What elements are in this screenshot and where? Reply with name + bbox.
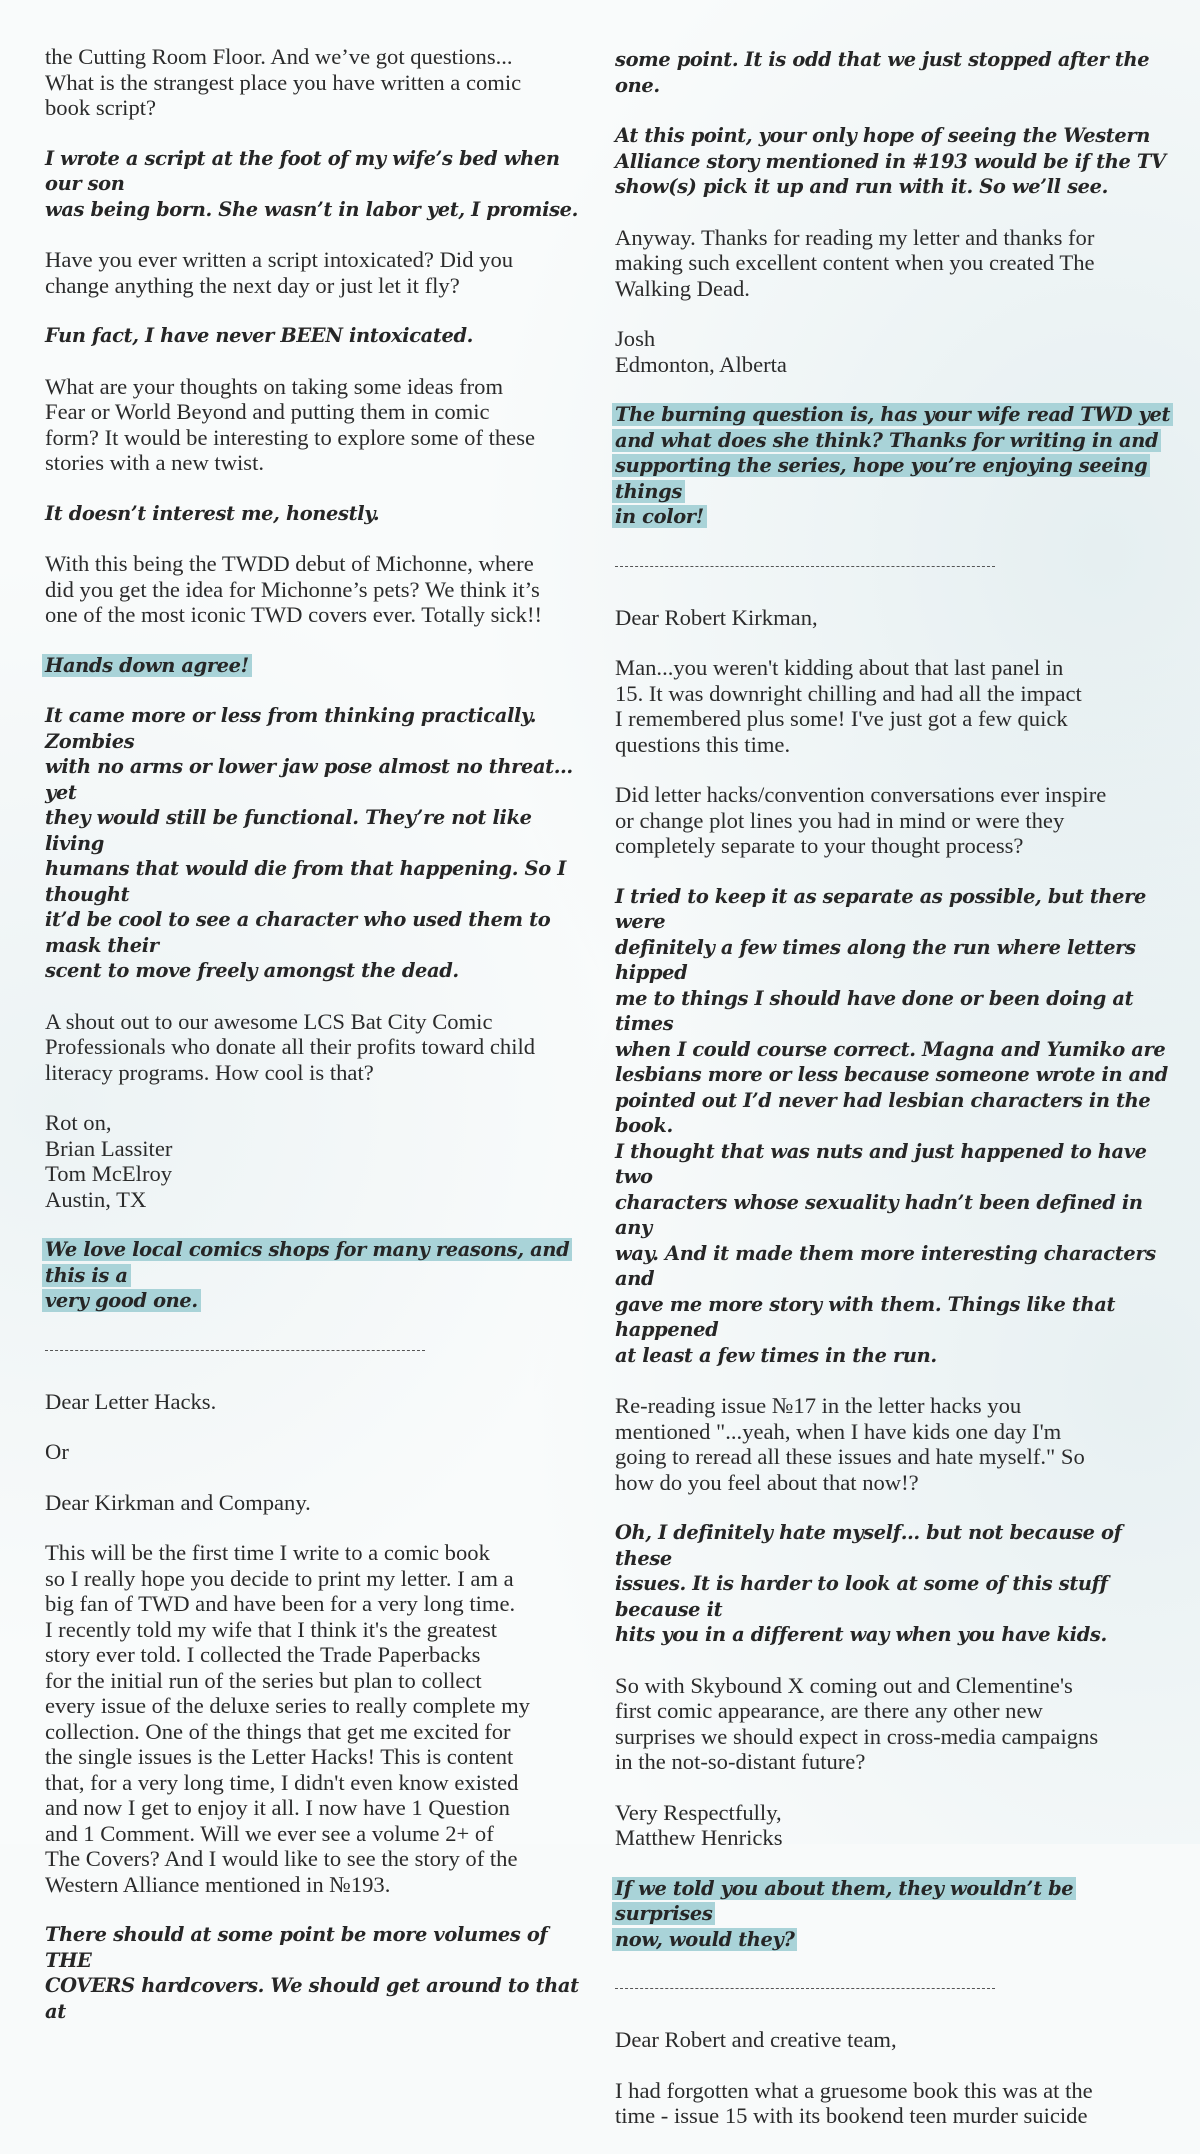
highlighted-reply: If we told you about them, they wouldn’t be surprises now, would they? <box>612 1877 1076 1951</box>
highlighted-reply: We love local comics shops for many reasons, and this is a very good one. <box>42 1238 572 1312</box>
letter-text: I had forgotten what a gruesome book this was at the time - issue 15 with its bookend teen murder suicide <box>615 2077 1093 2128</box>
letter-text: This will be the first time I write to a comic book so I really hope you decide to print my letter. I am a big fan of TWD and have been for a very long time. I recently told my wife that I think it's the greatest story ever told. I collected the Trade Paperbacks for the initial run of the series but plan to collect every issue of the deluxe series to really complete my collection. One of the things that get me excited for the single issues is the Letter Hacks! This is content that, for a very long time, I didn't even know existed and now I get to enjoy it all. I now have 1 Question and 1 Comment. Will we ever see a volume 2+ of The Covers? And I would like to see the story of the Western Alliance mentioned in №193. <box>45 1540 530 1897</box>
editor-reply-highlighted <box>615 1876 1175 1953</box>
letter-text: Man...you weren't kidding about that last panel in 15. It was downright chilling and had all the impact I remembered plus some! I've just got a few quick questions this time. <box>615 655 1082 757</box>
letter-salutation: Dear Letter Hacks. <box>45 1388 217 1414</box>
editor-reply-highlighted <box>45 653 593 679</box>
letter-signature: Josh Edmonton, Alberta <box>615 326 787 377</box>
editor-reply: some point. It is odd that we just stopped after the one. <box>615 48 1150 97</box>
highlighted-reply: Hands down agree! <box>42 654 252 677</box>
editor-reply: It came more or less from thinking practically. Zombies with no arms or lower jaw pose almost no threat… yet they would still be functional. They’re not like living humans that would die from that happening. So I thought it’d be cool to see a character who used them to mask their scent to move freely amongst the dead. <box>45 704 573 982</box>
highlighted-reply: The burning question is, has your wife read TWD yet and what does she think? Thanks for writing in and supporting the series, hope you’re enjoying seeing things in color! <box>612 403 1173 528</box>
editor-reply: There should at some point be more volumes of THE COVERS hardcovers. We should get around to that at <box>45 1923 579 2023</box>
editor-reply-highlighted <box>615 402 1175 530</box>
letter-text: Did letter hacks/convention conversations ever inspire or change plot lines you had in mind or were they completely separate to your thought process? <box>615 782 1107 858</box>
letter-text: Or <box>45 1439 69 1464</box>
letter-signature: Rot on, Brian Lassiter Tom McElroy Austin, TX <box>45 1110 173 1212</box>
letter-text: With this being the TWDD debut of Michonne, where did you get the idea for Michonne’s pets? We think it’s one of the most iconic TWD covers ever. Totally sick!! <box>45 551 543 627</box>
letter-text: Re-reading issue №17 in the letter hacks you mentioned "...yeah, when I have kids one day I'm going to reread all these issues and hate myself." So how do you feel about that now!? <box>615 1393 1085 1495</box>
letter-text: What are your thoughts on taking some ideas from Fear or World Beyond and putting them in comic form? It would be interesting to explore some of these stories with a new twist. <box>45 373 536 475</box>
letter-salutation: Dear Robert Kirkman, <box>615 604 818 630</box>
editor-reply: It doesn’t interest me, honestly. <box>45 501 380 525</box>
editor-reply-highlighted <box>45 1237 593 1314</box>
editor-reply: Fun fact, I have never BEEN intoxicated. <box>45 324 474 347</box>
letter-text: A shout out to our awesome LCS Bat City Comic Professionals who donate all their profits toward child literacy programs. How cool is that? <box>45 1008 536 1085</box>
letter-salutation: Dear Robert and creative team, <box>615 2027 897 2052</box>
letter-divider <box>615 1977 1175 2002</box>
editor-reply: At this point, your only hope of seeing the Western Alliance story mentioned in #193 would be if the TV show(s) pick it up and run with it. So we’ll see. <box>615 124 1166 198</box>
editor-reply: I tried to keep it as separate as possible, but there were definitely a few times along the run where letters hipped me to things I should have done or been doing at times when I could course correct. Magna and Yumiko are lesbians more or less because someone wrote in and pointed out I’d never had lesbian characters in the book. I thought that was nuts and just happened to have two characters whose sexuality hadn’t been defined in any way. And it made them more interesting characters and gave me more story with them. Things like that happened at least a few times in the run. <box>615 884 1168 1367</box>
letter-text: the Cutting Room Floor. And we’ve got questions... What is the strangest place you have written a comic book script? <box>45 44 522 120</box>
letter-signature: Very Respectfully, Matthew Henricks <box>615 1799 783 1850</box>
right-column <box>615 47 1175 2154</box>
editor-reply: Oh, I definitely hate myself… but not because of these issues. It is harder to look at some of this stuff because it hits you in a different way when you have kids. <box>615 1521 1122 1646</box>
letter-salutation: Dear Kirkman and Company. <box>45 1489 311 1515</box>
letter-text: Have you ever written a script intoxicated? Did you change anything the next day or just let it fly? <box>45 247 514 298</box>
letter-text: So with Skybound X coming out and Clementine's first comic appearance, are there any other new surprises we should expect in cross-media campaigns in the not-so-distant future? <box>615 1672 1099 1774</box>
letter-divider <box>615 555 1175 580</box>
letter-text: Anyway. Thanks for reading my letter and thanks for making such excellent content when you created The Walking Dead. <box>615 224 1095 301</box>
editor-reply: I wrote a script at the foot of my wife’s bed when our son was being born. She wasn’t in labor yet, I promise. <box>45 146 579 221</box>
letter-divider <box>45 1339 593 1364</box>
left-column <box>45 44 593 2049</box>
